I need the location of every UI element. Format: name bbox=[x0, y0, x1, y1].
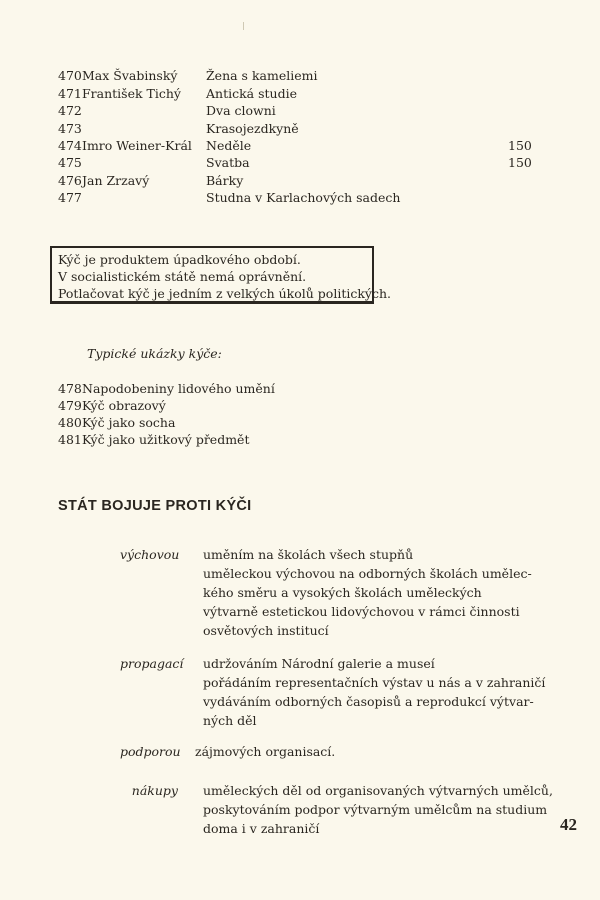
artist-name: František Tichý bbox=[82, 86, 181, 101]
catalog-row bbox=[58, 154, 532, 171]
kitsch-title: Napodobeniny lidového umění bbox=[82, 381, 275, 396]
measure-line: kého směru a vysokých školách uměleckých bbox=[203, 585, 482, 600]
measure-label: nákupy bbox=[131, 783, 178, 798]
catalog-row bbox=[58, 102, 276, 119]
measure-line: uměleckou výchovou na odborných školách umělec- bbox=[203, 566, 532, 581]
catalog-row bbox=[58, 85, 297, 102]
measure-text bbox=[203, 654, 546, 730]
kitsch-title: Kýč jako socha bbox=[82, 415, 176, 430]
quote-line: Potlačovat kýč je jedním z velkých úkolů politických. bbox=[58, 286, 392, 301]
quote-box bbox=[50, 246, 392, 304]
measure-line: pořádáním representačních výstav u nás a v zahraničí bbox=[203, 675, 546, 690]
measure-text bbox=[203, 545, 532, 640]
catalog-number: 476 bbox=[58, 173, 82, 188]
artist-name: Max Švabinský bbox=[82, 68, 178, 83]
kitsch-heading: Typické ukázky kýče: bbox=[87, 346, 222, 361]
measure-line: vydáváním odborných časopisů a reprodukcí výtvar- bbox=[203, 694, 534, 709]
catalog-number: 473 bbox=[58, 121, 82, 136]
catalog-number: 475 bbox=[58, 155, 82, 170]
binding-mark bbox=[243, 22, 244, 30]
work-title: Dva clowni bbox=[206, 103, 276, 118]
work-title: Krasojezdkyně bbox=[206, 121, 299, 136]
kitsch-item bbox=[58, 380, 275, 397]
work-price: 150 bbox=[508, 138, 532, 153]
quote-line: Kýč je produktem úpadkového období. bbox=[58, 252, 301, 267]
measure-label: výchovou bbox=[120, 547, 180, 562]
catalog-row bbox=[58, 189, 401, 206]
catalog-number: 474 bbox=[58, 138, 82, 153]
kitsch-item bbox=[58, 431, 249, 448]
work-title: Antická studie bbox=[206, 86, 297, 101]
kitsch-item bbox=[58, 397, 166, 414]
measure-text bbox=[203, 781, 553, 838]
page-number: 42 bbox=[560, 815, 577, 834]
measure-line: zájmových organisací. bbox=[195, 744, 336, 759]
catalog-row bbox=[58, 172, 244, 189]
catalog-row bbox=[58, 120, 299, 137]
measure-line: uměním na školách všech stupňů bbox=[203, 547, 414, 562]
kitsch-number: 481 bbox=[58, 432, 82, 447]
work-title: Žena s kameliemi bbox=[206, 68, 318, 83]
catalog-number: 471 bbox=[58, 86, 82, 101]
measure-line: ných děl bbox=[203, 713, 257, 728]
measure-line: osvětových institucí bbox=[203, 623, 329, 638]
catalog-number: 477 bbox=[58, 190, 82, 205]
kitsch-number: 479 bbox=[58, 398, 82, 413]
catalog-row bbox=[58, 137, 532, 154]
work-title: Svatba bbox=[206, 155, 250, 170]
section-title: STÁT BOJUJE PROTI KÝČI bbox=[58, 498, 252, 514]
measure-line: výtvarně estetickou lidovýchovou v rámci činnosti bbox=[203, 604, 520, 619]
kitsch-title: Kýč obrazový bbox=[82, 398, 166, 413]
work-title: Neděle bbox=[206, 138, 252, 153]
measure-line: doma i v zahraničí bbox=[203, 821, 320, 836]
catalog-number: 470 bbox=[58, 68, 82, 83]
kitsch-title: Kýč jako užitkový předmět bbox=[82, 432, 250, 447]
measure-line: uměleckých děl od organisovaných výtvarných umělců, bbox=[203, 783, 553, 798]
measure-text bbox=[195, 742, 520, 761]
artist-name: Jan Zrzavý bbox=[82, 173, 150, 188]
catalog-number: 472 bbox=[58, 103, 82, 118]
catalog-row bbox=[58, 67, 318, 84]
measure-line: udržováním Národní galerie a museí bbox=[203, 656, 435, 671]
kitsch-number: 480 bbox=[58, 415, 82, 430]
quote-line: V socialistickém státě nemá oprávnění. bbox=[58, 269, 307, 284]
work-title: Bárky bbox=[206, 173, 244, 188]
measure-label: propagací bbox=[120, 656, 184, 671]
work-price: 150 bbox=[508, 155, 532, 170]
artist-name: Imro Weiner-Král bbox=[82, 138, 192, 153]
measure-line: poskytováním podpor výtvarným umělcům na studium bbox=[203, 802, 548, 817]
kitsch-number: 478 bbox=[58, 381, 82, 396]
work-title: Studna v Karlachových sadech bbox=[206, 190, 401, 205]
measure-label: podporou bbox=[120, 744, 181, 759]
kitsch-item bbox=[58, 414, 175, 431]
